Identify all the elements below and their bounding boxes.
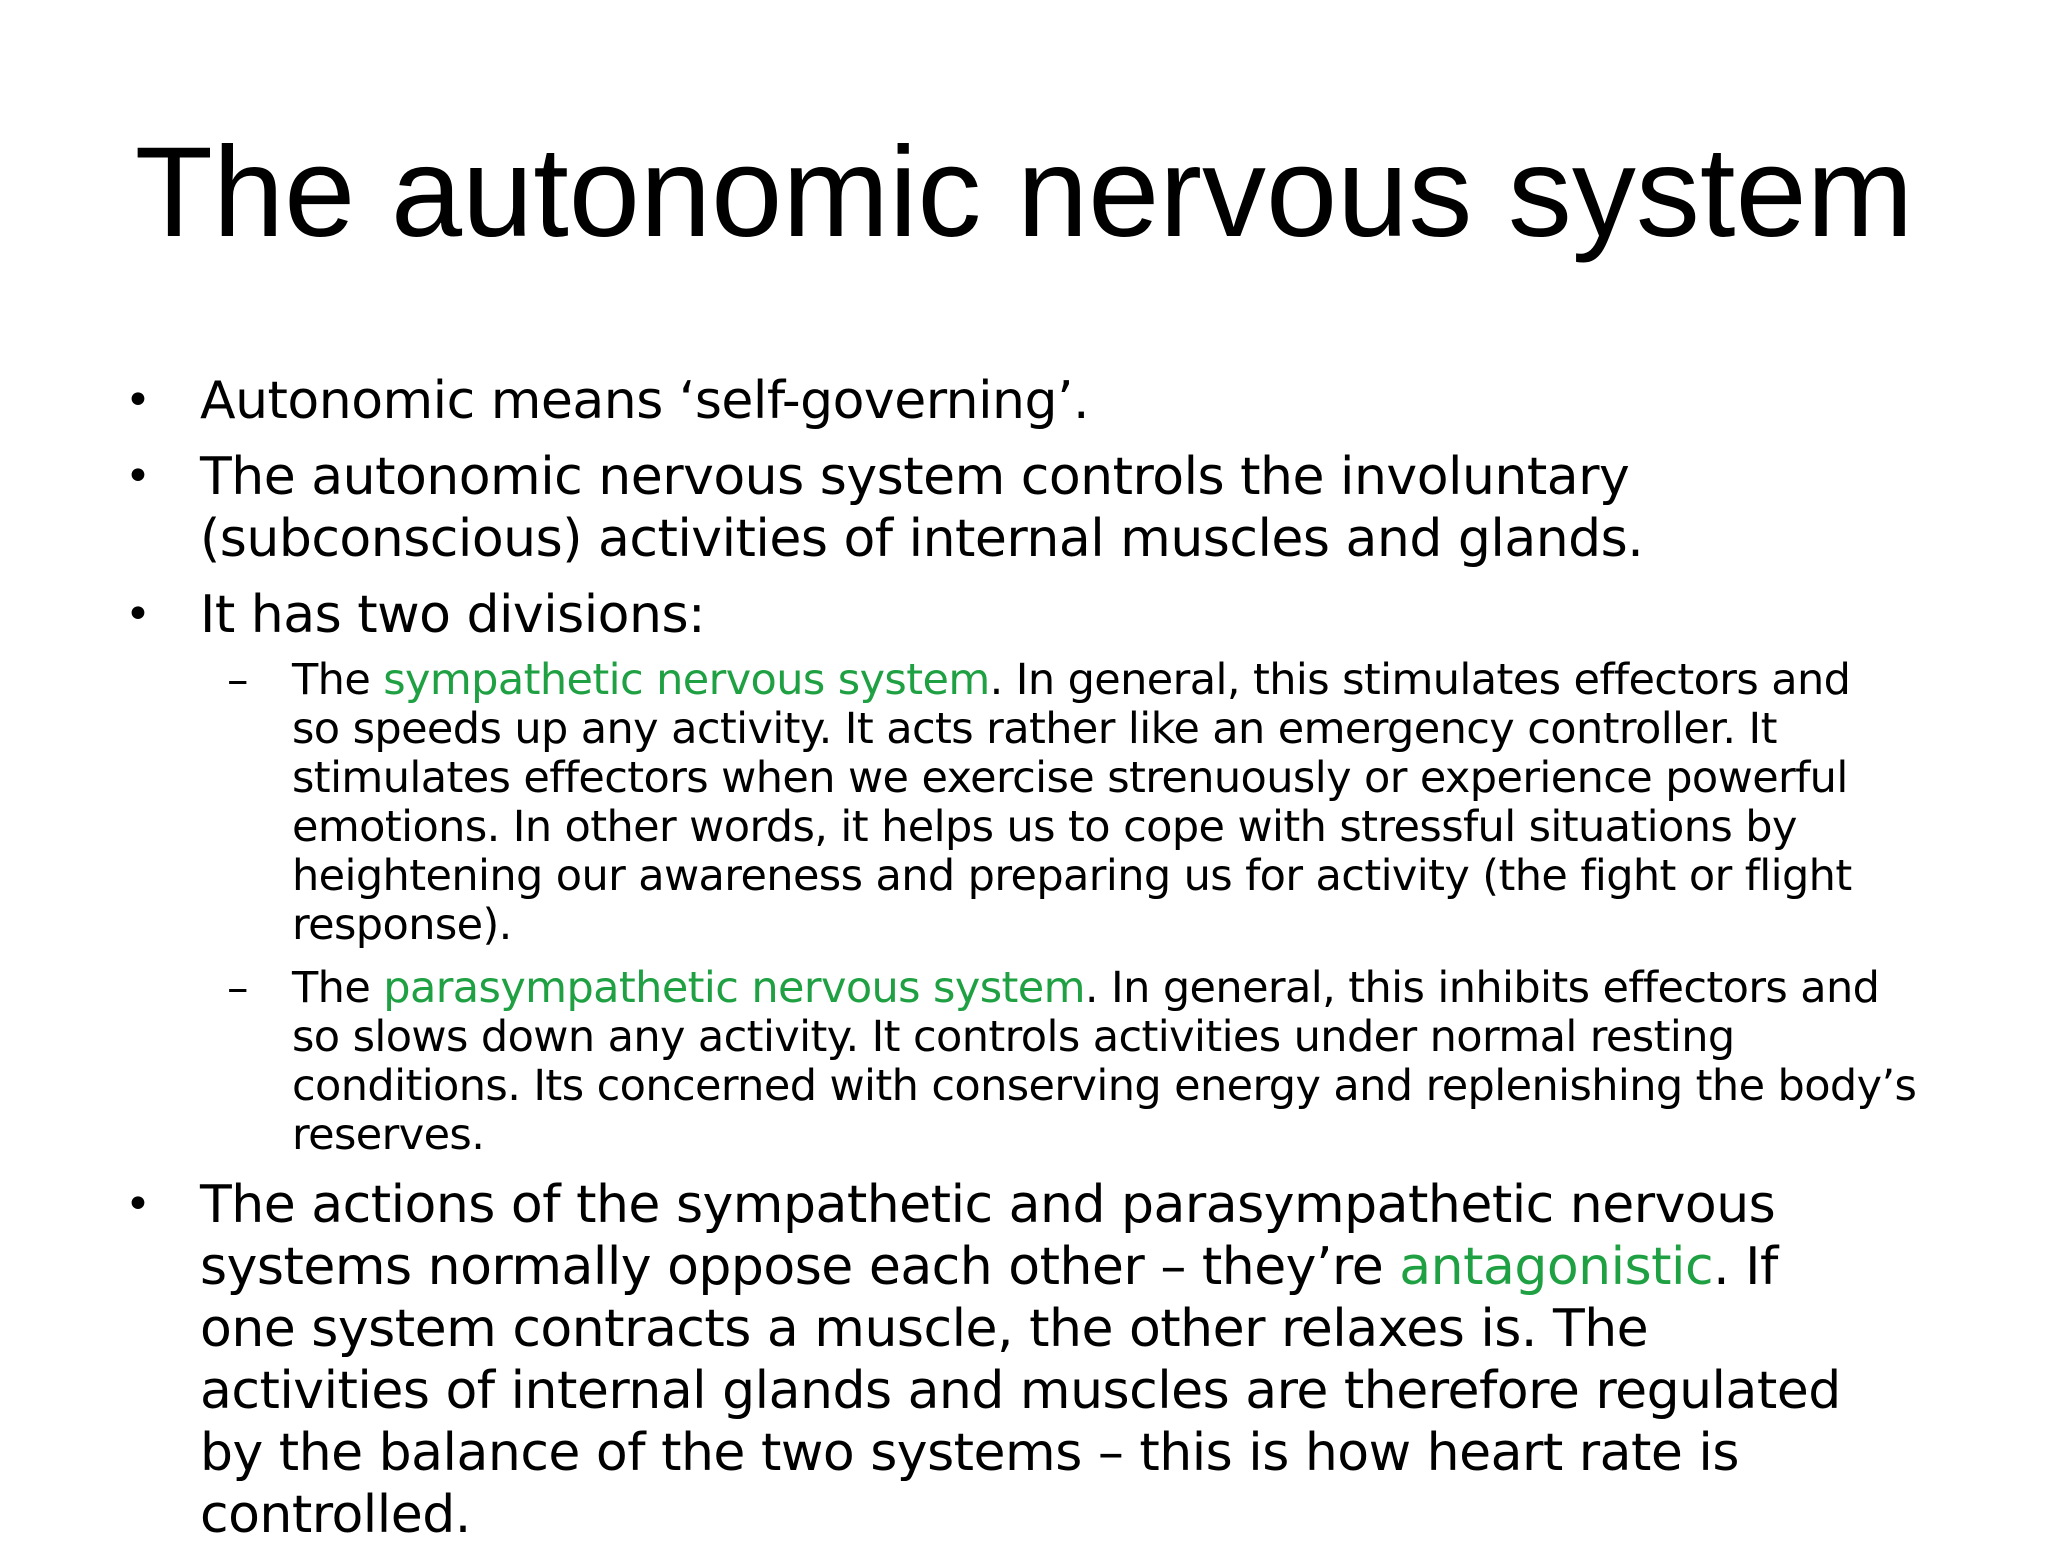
text-fragment: . In general, this stimulates effectors and xyxy=(989,655,1851,705)
sub-bullet-first-line xyxy=(292,656,1952,705)
dash-marker: – xyxy=(227,655,248,705)
bullet-text: The actions of the sympathetic and parasympathetic nervous xyxy=(200,1175,1776,1235)
text-fragment: The xyxy=(292,655,384,705)
sub-bullet-text: response). xyxy=(292,900,512,950)
sub-bullet-first-line xyxy=(292,964,1952,1013)
bullet-marker: • xyxy=(125,451,151,502)
text-fragment: systems normally oppose each other – they’re xyxy=(200,1237,1400,1297)
bullet-item xyxy=(125,370,1960,432)
sub-bullet-text: stimulates effectors when we exercise strenuously or experience powerful xyxy=(292,753,1848,803)
sub-bullet-text: emotions. In other words, it helps us to cope with stressful situations by xyxy=(292,802,1797,852)
text-fragment: The xyxy=(292,963,384,1013)
bullet-text: It has two divisions: xyxy=(200,585,706,645)
sub-bullet-parasympathetic xyxy=(227,963,1952,1160)
bullet-item xyxy=(125,584,1960,646)
highlight-term: parasympathetic nervous system xyxy=(383,963,1085,1013)
highlight-term: sympathetic nervous system xyxy=(383,655,990,705)
text-fragment: . In general, this inhibits effectors and xyxy=(1084,963,1880,1013)
bullet-text: by the balance of the two systems – this is how heart rate is xyxy=(200,1423,1739,1483)
bullet-item-antagonistic xyxy=(125,1174,1960,1546)
bullet-marker: • xyxy=(125,1179,151,1230)
highlight-term: antagonistic xyxy=(1399,1237,1714,1297)
bullet-text: (subconscious) activities of internal muscles and glands. xyxy=(200,509,1644,569)
sub-bullet-text: so speeds up any activity. It acts rather like an emergency controller. It xyxy=(292,704,1777,754)
sub-bullet-text: conditions. Its concerned with conserving energy and replenishing the body’s xyxy=(292,1061,1917,1111)
dash-marker: – xyxy=(227,963,248,1013)
text-fragment: . If xyxy=(1713,1237,1778,1297)
bullet-text: Autonomic means ‘self-governing’. xyxy=(200,371,1090,431)
bullet-text-line xyxy=(200,1236,1960,1298)
bullet-text: activities of internal glands and muscles are therefore regulated xyxy=(200,1361,1841,1421)
slide-title: The autonomic nervous system xyxy=(134,121,1914,264)
bullet-marker: • xyxy=(125,589,151,640)
sub-bullet-text: so slows down any activity. It controls activities under normal resting xyxy=(292,1012,1735,1062)
bullet-text: The autonomic nervous system controls the involuntary xyxy=(200,447,1630,507)
sub-bullet-text: reserves. xyxy=(292,1110,485,1160)
bullet-marker: • xyxy=(125,375,151,426)
sub-bullet-text: heightening our awareness and preparing us for activity (the fight or flight xyxy=(292,851,1852,901)
bullet-text: controlled. xyxy=(200,1485,471,1545)
bullet-item xyxy=(125,446,1960,570)
bullet-text: one system contracts a muscle, the other relaxes is. The xyxy=(200,1299,1649,1359)
sub-bullet-sympathetic xyxy=(227,655,1952,950)
